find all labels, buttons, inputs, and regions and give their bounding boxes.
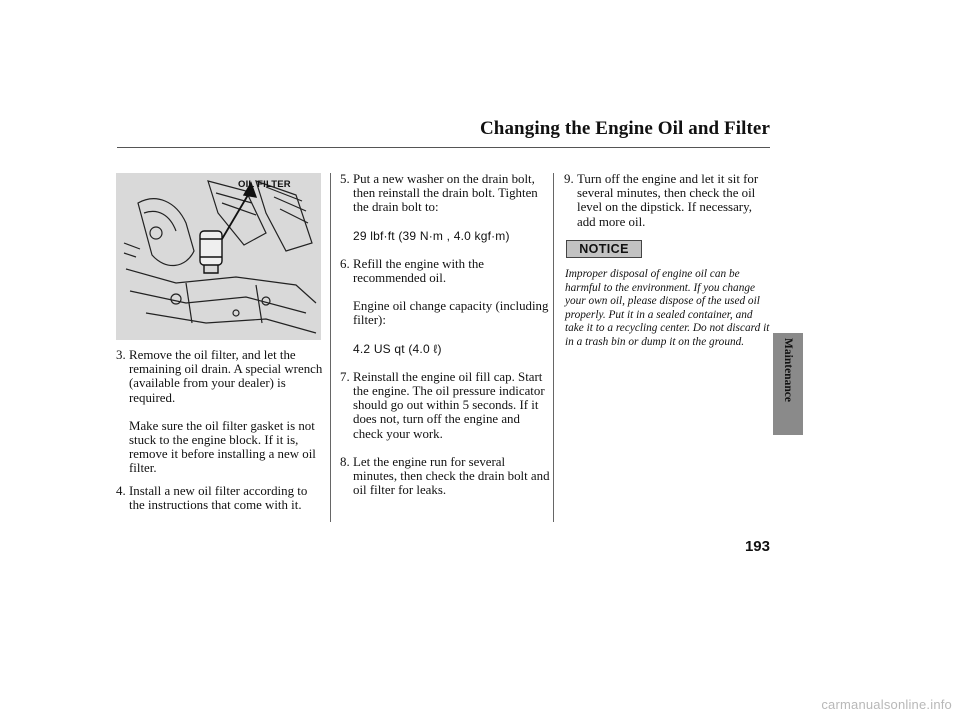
column-divider-left: [330, 173, 331, 522]
step-text: Install a new oil filter according to the instructions that come with it.: [129, 483, 308, 512]
step-text: Engine oil change capacity (including filter):: [353, 299, 549, 328]
step-4: [116, 484, 326, 512]
step-number: 8.: [340, 454, 350, 469]
step-text: Reinstall the engine oil fill cap. Start the engine. The oil pressure indicator should go out within 5 seconds. If it does not, turn off the engine and check your work.: [353, 369, 545, 441]
page-number: 193: [744, 538, 770, 555]
step-number: 3.: [116, 348, 126, 362]
step-text: Let the engine run for several minutes, then check the drain bolt and oil filter for leaks.: [353, 454, 550, 498]
watermark: carmanualsonline.info: [821, 697, 952, 712]
left-column: [116, 348, 326, 512]
step-text: Remove the oil filter, and let the remaining oil drain. A special wrench (available from your dealer) is required.: [129, 348, 323, 405]
step-text: Put a new washer on the drain bolt, then reinstall the drain bolt. Tighten the drain bolt to:: [353, 172, 538, 215]
step-number: 9.: [564, 172, 574, 186]
step-text: Make sure the oil filter gasket is not stuck to the engine block. If it is, remove it before installing a new oil filter.: [129, 418, 316, 476]
step-text: Refill the engine with the recommended oil.: [353, 256, 485, 286]
step-number: 5.: [340, 172, 350, 186]
middle-column: [340, 172, 550, 497]
torque-spec: 29 lbf·ft (39 N·m , 4.0 kgf·m): [353, 228, 510, 243]
step-text: Turn off the engine and let it sit for several minutes, then check the oil level on the dipstick. If necessary, add more oil.: [577, 172, 759, 229]
step-8: [340, 455, 550, 498]
title-divider: [117, 147, 770, 148]
notice-badge: NOTICE: [566, 240, 642, 258]
page-title: Changing the Engine Oil and Filter: [479, 118, 770, 139]
right-column: [564, 172, 770, 229]
notice-text: Improper disposal of engine oil can be harmful to the environment. If you change your own oil, please dispose of the used oil properly. Put it in a sealed container, and take it to a recycling center. Do not discard it in a trash bin or dump it on the ground.: [565, 268, 770, 348]
step-number: 6.: [340, 256, 350, 271]
oil-capacity-spec: 4.2 US qt (4.0 ℓ): [353, 341, 442, 356]
step-6: [340, 257, 550, 356]
oil-filter-illustration: [116, 173, 321, 340]
engine-drawing-icon: [116, 173, 321, 340]
oil-filter-callout: OIL FILTER: [238, 179, 291, 190]
step-number: 7.: [340, 369, 350, 384]
step-3: [116, 348, 326, 476]
step-7: [340, 370, 550, 441]
column-divider-right: [553, 173, 554, 522]
step-5: [340, 172, 550, 243]
step-number: 4.: [116, 483, 126, 498]
step-9: [564, 172, 770, 229]
section-tab-label: Maintenance: [782, 338, 794, 402]
